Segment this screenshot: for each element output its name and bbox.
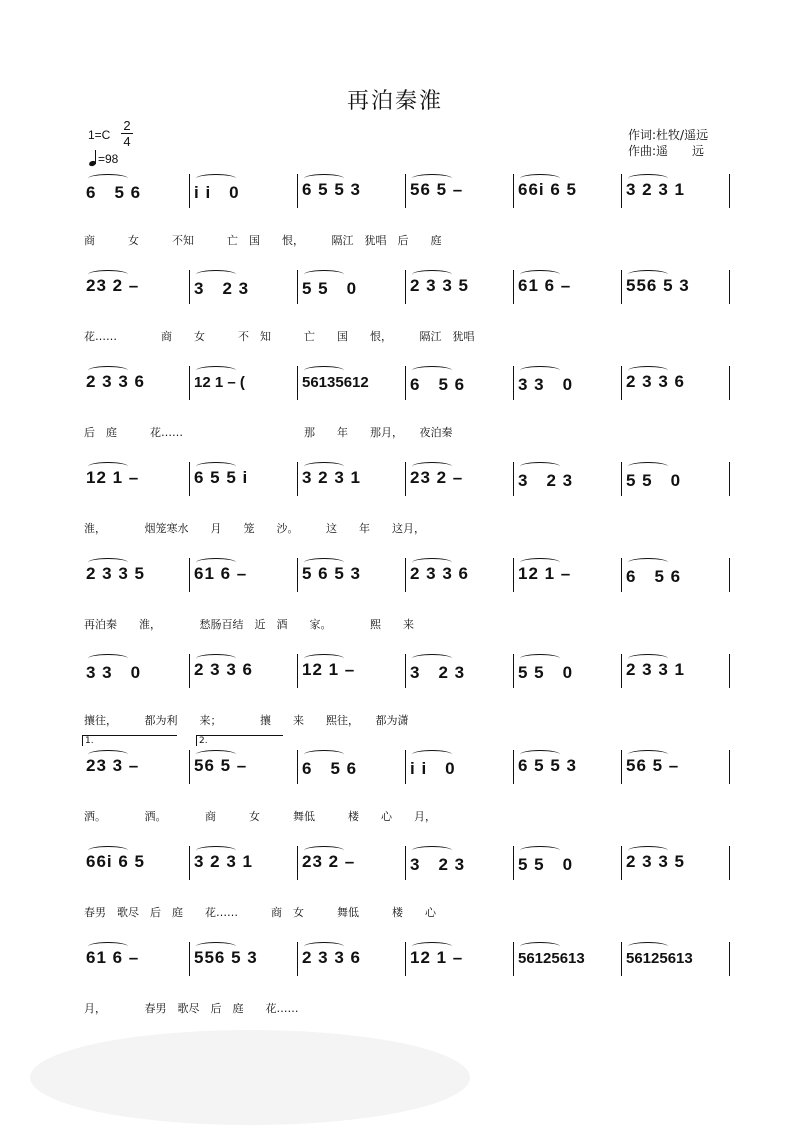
measure-notes: 12 1 – ( [194,373,245,391]
slur-mark [304,846,344,855]
measure-notes: 12 1 – [86,468,140,487]
measure [297,462,405,496]
slur-mark [628,558,668,567]
score-system [82,270,730,304]
measure-notes: 6 5 6 [302,758,358,778]
measure-notes: 3 2 3 [518,470,574,490]
slur-mark [304,750,344,759]
measure-notes: 556 5 3 [194,948,258,967]
measure-notes: 2 3 3 1 [626,660,685,679]
score-system [82,654,730,688]
measure-notes: 3 2 3 [410,854,466,874]
slur-mark [520,750,560,759]
slur-mark [520,366,560,375]
measure [621,174,730,208]
measure-notes: 2 3 3 6 [626,372,685,391]
measure [189,270,297,304]
measure-notes: 61 6 – [86,948,140,967]
slur-mark [304,366,344,375]
slur-mark [412,462,452,471]
measure [513,462,621,496]
slur-mark [196,174,236,183]
measure-notes: 56125613 [626,949,693,967]
measure-notes: 5 6 5 3 [302,564,361,583]
slur-mark [196,654,236,663]
lyrics-line: 商 女 不知 亡 国 恨， 隔江 犹唱 后 庭 [84,234,442,247]
measure [82,174,189,208]
score-system [82,942,730,976]
lyrics-line: 春男 歌尽 后 庭 花…… 商 女 舞低 楼 心 [84,906,436,919]
measure [82,942,189,976]
measure [297,750,405,784]
measure-notes: 2 3 3 6 [410,564,469,583]
measure [621,366,730,400]
measure [405,174,513,208]
score-system [82,462,730,496]
measure [405,366,513,400]
measure-notes: 6 5 5 3 [518,756,577,775]
measure-notes: 5 5 0 [626,470,682,490]
measure [82,558,189,592]
lyrics-line: 再泊秦 淮， 愁肠百结 近 酒 家。 熙 来 [84,618,414,631]
score-system [82,846,730,880]
measure-notes: 6 5 5 3 [302,180,361,199]
measure [189,366,297,400]
measure-notes: 6 5 5 i [194,468,249,487]
time-signature [121,118,133,149]
measure-notes: 5 5 0 [302,278,358,298]
slur-mark [196,462,236,471]
slur-mark [628,846,668,855]
measure-notes: i i 0 [410,758,456,778]
measure [621,846,730,880]
slur-mark [88,366,128,375]
slur-mark [412,654,452,663]
measure-notes: 2 3 3 6 [194,660,253,679]
measure [297,942,405,976]
slur-mark [628,654,668,663]
slur-mark [412,270,452,279]
measure [297,654,405,688]
measure-notes: 23 3 – [86,756,140,775]
score-system [82,366,730,400]
song-title: 再泊秦淮 [346,89,443,114]
scan-smudge [30,1030,470,1125]
slur-mark [520,654,560,663]
slur-mark [412,846,452,855]
measure [405,558,513,592]
measure [513,750,621,784]
measure-notes: 2 3 3 5 [626,852,685,871]
measure-notes: 12 1 – [302,660,356,679]
slur-mark [628,462,668,471]
lyricist: 作词:杜牧/遥远 [628,128,709,142]
measure-notes: 61 6 – [518,276,572,295]
lyrics-line: 月， 春男 歌尽 后 庭 花…… [84,1002,299,1015]
measure-notes: 6 5 6 [410,374,466,394]
measure [513,174,621,208]
measure-notes: 3 2 3 1 [194,852,253,871]
lyrics-line: 花…… 商 女 不 知 亡 国 恨， 隔江 犹唱 [84,330,475,343]
slur-mark [304,270,344,279]
slur-mark [304,462,344,471]
slur-mark [88,846,128,855]
slur-mark [88,270,128,279]
measure-notes: 6 5 6 [86,182,142,202]
lyrics-line: 后 庭 花…… 那 年 那月， 夜泊秦 [84,426,453,439]
slur-mark [628,942,668,951]
slur-mark [196,846,236,855]
score-system [82,750,730,784]
composer: 作曲:遥 远 [628,144,705,158]
measure [189,654,297,688]
score-system [82,558,730,592]
measure-notes: i i 0 [194,182,240,202]
volta-second-ending: 2. [196,735,283,746]
measure-notes: 3 2 3 [194,278,250,298]
key-signature: 1=C [88,128,111,142]
measure-notes: 23 2 – [410,468,464,487]
credits [628,127,708,159]
time-signature-top: 2 [123,118,131,133]
measure [513,846,621,880]
slur-mark [520,942,560,951]
slur-mark [412,174,452,183]
measure [621,558,730,592]
measure [621,942,730,976]
measure [189,750,297,784]
measure-notes: 6 5 6 [626,566,682,586]
measure [82,462,189,496]
measure-notes: 5 5 0 [518,662,574,682]
lyrics-line: 淮， 烟笼寒水 月 笼 沙。 这 年 这月， [84,522,425,535]
measure-notes: 12 1 – [410,948,464,967]
slur-mark [520,174,560,183]
measure [621,654,730,688]
measure [405,654,513,688]
measure [82,366,189,400]
measure-notes: 2 3 3 6 [86,372,145,391]
measure [405,462,513,496]
slur-mark [304,654,344,663]
slur-mark [304,174,344,183]
measure [82,846,189,880]
tempo-value: =98 [98,152,119,166]
measure-notes: 56 5 – [626,756,680,775]
score-system [82,174,730,208]
slur-mark [88,558,128,567]
tempo-marking [88,150,118,166]
measure-notes: 12 1 – [518,564,572,583]
measure [297,174,405,208]
measure [405,270,513,304]
measure-notes: 3 3 0 [518,374,574,394]
measure [82,750,189,784]
measure-notes: 56 5 – [194,756,248,775]
measure [82,270,189,304]
slur-mark [88,750,128,759]
slur-mark [412,750,452,759]
slur-mark [520,846,560,855]
slur-mark [304,558,344,567]
measure-notes: 61 6 – [194,564,248,583]
lyrics-line: 攘往， 都为利 来； 攘 来 熙往， 都为潇 [84,714,409,727]
measure [405,750,513,784]
measure [297,366,405,400]
measure-notes: 5 5 0 [518,854,574,874]
lyrics-line: 洒。 洒。 商 女 舞低 楼 心 月， [84,810,436,823]
slur-mark [412,558,452,567]
measure-notes: 2 3 3 5 [86,564,145,583]
slur-mark [88,942,128,951]
slur-mark [196,750,236,759]
measure [405,846,513,880]
measure [513,558,621,592]
slur-mark [628,174,668,183]
measure-notes: 2 3 3 5 [410,276,469,295]
measure-notes: 23 2 – [86,276,140,295]
measure [513,654,621,688]
measure [297,270,405,304]
slur-mark [628,366,668,375]
measure [189,174,297,208]
slur-mark [628,750,668,759]
measure [405,942,513,976]
slur-mark [520,270,560,279]
measure-notes: 56125613 [518,949,585,967]
slur-mark [412,942,452,951]
measure [189,462,297,496]
measure [621,750,730,784]
slur-mark [88,462,128,471]
volta-first-ending: 1. [82,735,177,746]
measure [189,846,297,880]
slur-mark [628,270,668,279]
slur-mark [520,558,560,567]
measure-notes: 56135612 [302,373,369,391]
measure-notes: 3 2 3 1 [302,468,361,487]
measure [513,270,621,304]
measure-notes: 56 5 – [410,180,464,199]
slur-mark [412,366,452,375]
slur-mark [88,654,128,663]
slur-mark [88,174,128,183]
measure-notes: 2 3 3 6 [302,948,361,967]
slur-mark [196,558,236,567]
slur-mark [196,270,236,279]
measure-notes: 3 2 3 1 [626,180,685,199]
slur-mark [520,462,560,471]
measure [189,942,297,976]
measure [297,846,405,880]
measure-notes: 556 5 3 [626,276,690,295]
slur-mark [304,942,344,951]
measure [297,558,405,592]
measure [82,654,189,688]
quarter-note-icon [88,150,98,166]
slur-mark [196,366,236,375]
measure [189,558,297,592]
measure [513,942,621,976]
time-signature-bottom: 4 [123,134,131,149]
measure-notes: 3 2 3 [410,662,466,682]
measure-notes: 23 2 – [302,852,356,871]
measure [621,462,730,496]
measure-notes: 66i 6 5 [86,852,145,871]
measure [513,366,621,400]
slur-mark [196,942,236,951]
measure-notes: 3 3 0 [86,662,142,682]
measure-notes: 66i 6 5 [518,180,577,199]
measure [621,270,730,304]
